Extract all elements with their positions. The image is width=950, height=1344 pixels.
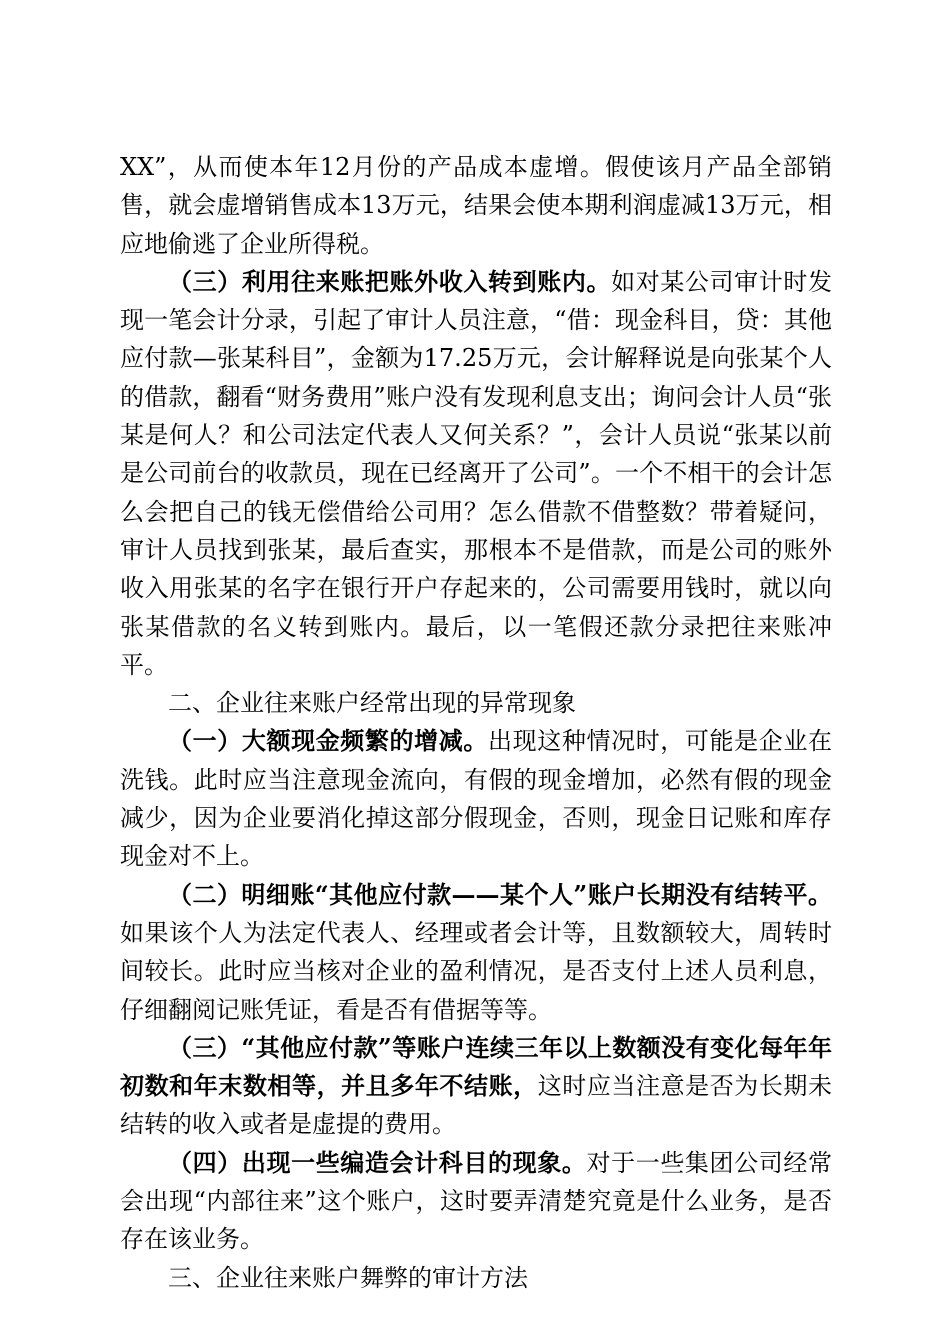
paragraph-text: XX”，从而使本年12月份的产品成本虚增。假使该月产品全部销售，就会虚增销售成本13万元，结果会使本期利润虚减13万元，相应地偷逃了企业所得税。 bbox=[120, 153, 832, 258]
paragraph-lead: （二）明细账“其他应付款——某个人”账户长期没有结转平。 bbox=[168, 879, 832, 909]
paragraph-lead: （四）出现一些编造会计科目的现象。 bbox=[168, 1147, 587, 1177]
paragraph-item-2 bbox=[120, 876, 832, 1029]
section-heading-3: 三、企业往来账户舞弊的审计方法 bbox=[168, 1263, 528, 1292]
section-heading-2: 二、企业往来账户经常出现的异常现象 bbox=[168, 689, 576, 718]
paragraph-lead: （一）大额现金频繁的增减。 bbox=[168, 726, 488, 756]
paragraph-text: 出现这种情况时，可能是企业在洗钱。此时应当注意现金流向，有假的现金增加，必然有假的现金减少，因为企业要消化掉这部分假现金，否则，现金日记账和库存现金对不上。 bbox=[120, 727, 832, 871]
paragraph-lead: （三）“其他应付款”等账户连续三年以上数额没有变化每年年初数和年末数相等，并且多年不结账， bbox=[120, 1032, 832, 1101]
document-body bbox=[120, 148, 832, 1297]
paragraph-text: 如果该个人为法定代表人、经理或者会计等，且数额较大，周转时间较长。此时应当核对企业的盈利情况，是否支付上述人员利息，仔细翻阅记账凭证，看是否有借据等等。 bbox=[120, 918, 832, 1024]
paragraph-lead: （三）利用往来账把账外收入转到账内。 bbox=[168, 266, 612, 296]
paragraph-text: 对于一些集团公司经常会出现“内部往来”这个账户，这时要弄清楚究竟是什么业务，是否存在该业务。 bbox=[120, 1148, 833, 1254]
paragraph-item-4 bbox=[120, 1144, 832, 1259]
paragraph-text: 这时应当注意是否为长期未结转的收入或者是虚提的费用。 bbox=[120, 1072, 833, 1139]
paragraph-continuation bbox=[120, 148, 832, 263]
paragraph-item-3 bbox=[120, 263, 832, 684]
paragraph-item-1 bbox=[120, 722, 832, 875]
paragraph-text: 如对某公司审计时发现一笔会计分录，引起了审计人员注意，“借：现金科目，贷：其他应付款—张某科目”，金额为17.25万元，会计解释说是向张某个人的借款，翻看“财务费用”账户没有发现利息支出；询问会计人员“张某是何人？和公司法定代表人又何关系？”，会计人员说“张某以前是公司前台的收款员，现在已经离开了公司”。一个不相干的会计怎么会把自己的钱无偿借给公司用？怎么借款不借整数？带着疑问，审计人员找到张某，最后查实，那根本不是借款，而是公司的账外收入用张某的名字在银行开户存起来的，公司需要用钱时，就以向张某借款的名义转到账内。最后，以一笔假还款分录把往来账冲平。 bbox=[120, 267, 833, 679]
paragraph-item-3b bbox=[120, 1029, 832, 1144]
